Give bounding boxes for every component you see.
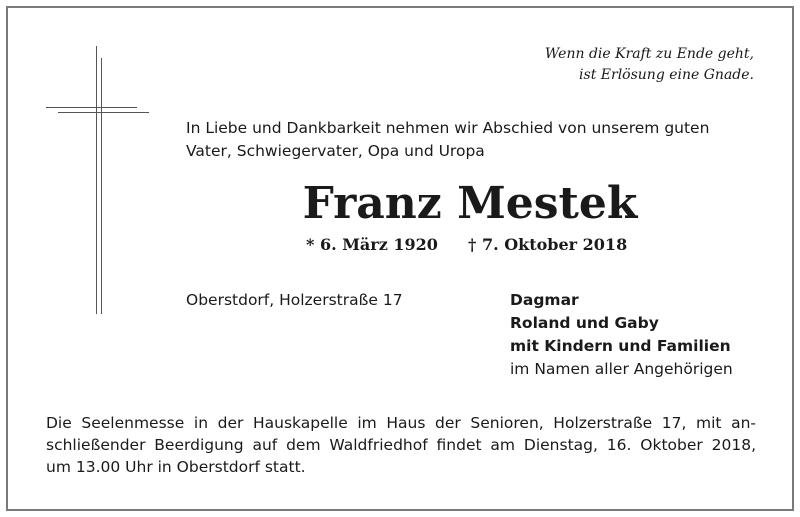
- death-date: † 7. Oktober 2018: [468, 235, 628, 254]
- motto-quote: [545, 44, 754, 86]
- deceased-name: Franz Mestek: [302, 178, 638, 229]
- motto-line-1: Wenn die Kraft zu Ende geht,: [544, 46, 754, 62]
- birth-date: * 6. März 1920: [306, 235, 438, 254]
- service-line-2: schließender Beerdigung auf dem Waldfriedhof findet am Dienstag, 16. Oktober 2018,: [46, 436, 756, 454]
- mourner-line-1: Dagmar: [510, 291, 579, 309]
- mourner-line-2: Roland und Gaby: [510, 314, 659, 332]
- motto-line-2: ist Erlösung eine Gnade.: [579, 67, 754, 83]
- mourner-line-3: mit Kindern und Familien: [510, 337, 731, 355]
- mourner-line-4: im Namen aller Angehörigen: [510, 360, 733, 378]
- intro-line-2: Vater, Schwiegervater, Opa und Uropa: [186, 142, 485, 160]
- service-line-1: Die Seelenmesse in der Hauskapelle im Haus der Senioren, Holzerstraße 17, mit an-: [46, 414, 756, 432]
- service-line-3: um 13.00 Uhr in Oberstdorf statt.: [46, 458, 306, 476]
- intro-text: [186, 117, 709, 163]
- mourners-list: [510, 289, 733, 381]
- service-announcement: [46, 412, 756, 478]
- address: Oberstdorf, Holzerstraße 17: [186, 291, 403, 309]
- intro-line-1: In Liebe und Dankbarkeit nehmen wir Abschied von unserem guten: [186, 119, 710, 137]
